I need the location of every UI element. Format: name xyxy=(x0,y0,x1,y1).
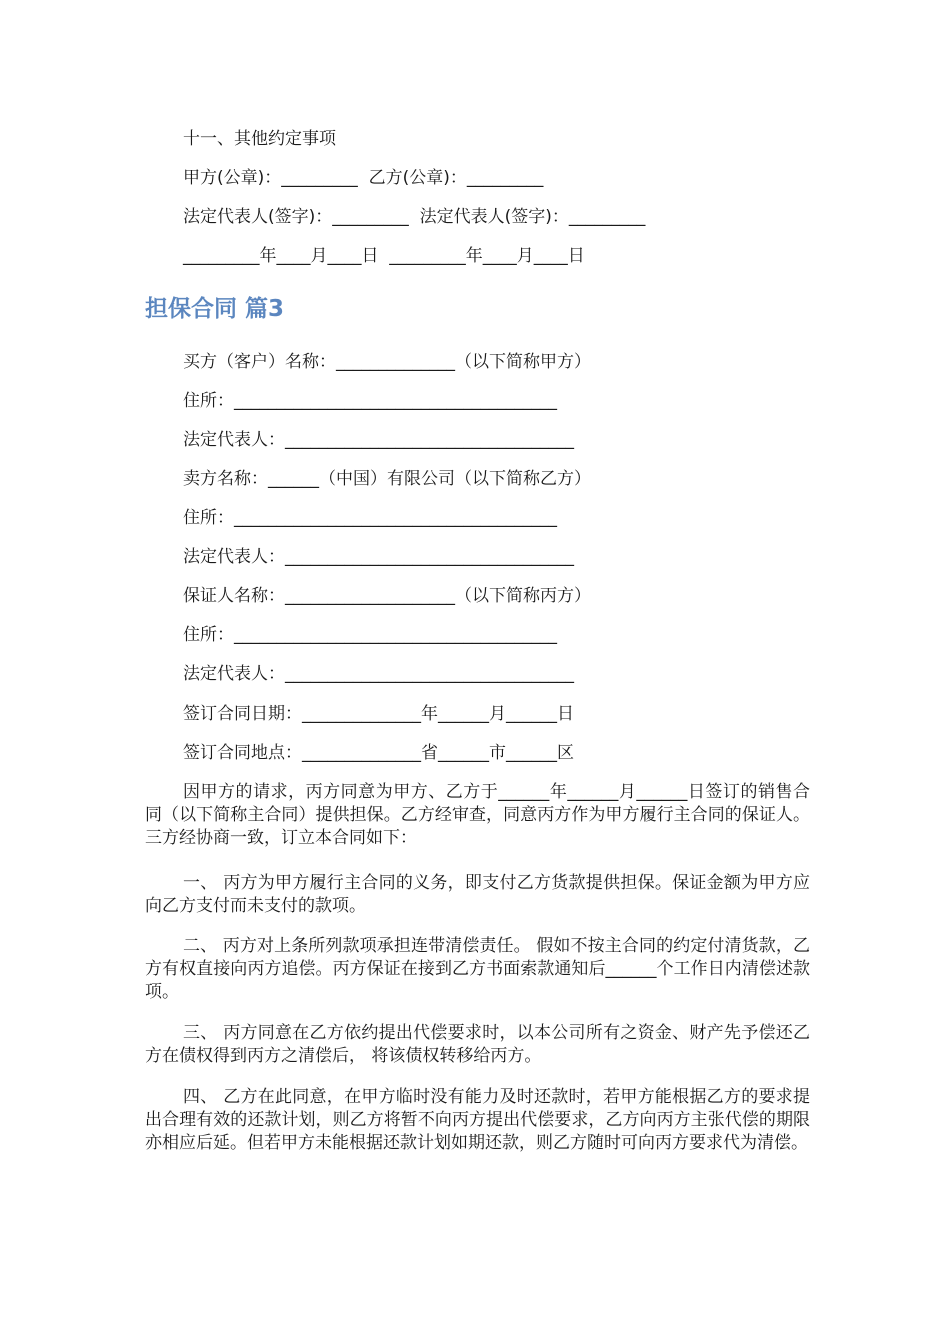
section-heading: 担保合同 篇3 xyxy=(145,296,285,322)
guarantor-address-line: 住所：______________________________________ xyxy=(183,625,557,645)
guarantor-name-line: 保证人名称：____________________（以下简称丙方） xyxy=(183,586,591,606)
representative-signature-line: 法定代表人(签字)：_________ 法定代表人(签字)：_________ xyxy=(183,207,646,227)
sign-place-line: 签订合同地点：______________省______市______区 xyxy=(183,743,574,763)
clause-1-paragraph: 一、 丙方为甲方履行主合同的义务，即支付乙方货款提供担保。保证金额为甲方应向乙方支付而未支付的款项。 xyxy=(145,873,810,916)
buyer-address-line: 住所：______________________________________ xyxy=(183,391,557,411)
seal-signature-line: 甲方(公章)：_________ 乙方(公章)：_________ xyxy=(183,168,544,188)
sign-date-line: 签订合同日期：______________年______月______日 xyxy=(183,704,574,724)
clause-4-paragraph: 四、 乙方在此同意，在甲方临时没有能力及时还款时，若甲方能根据乙方的要求提出合理有效的还款计划，则乙方将暂不向丙方提出代偿要求，乙方向丙方主张代偿的期限亦相应后延。但若甲方未能根据还款计划如期还款，则乙方随时可向丙方要求代为清偿。 xyxy=(145,1087,810,1153)
seller-address-line: 住所：______________________________________ xyxy=(183,508,557,528)
clause-2-paragraph: 二、 丙方对上条所列款项承担连带清偿责任。 假如不按主合同的约定付清货款，乙方有权直接向丙方追偿。丙方保证在接到乙方书面索款通知后______个工作日内清偿述款项。 xyxy=(145,936,810,1002)
buyer-name-line: 买方（客户）名称：______________（以下简称甲方） xyxy=(183,352,591,372)
seller-representative-line: 法定代表人：__________________________________ xyxy=(183,547,574,567)
clause-3-paragraph: 三、 丙方同意在乙方依约提出代偿要求时，以本公司所有之资金、财产先予偿还乙方在债权得到丙方之清偿后， 将该债权转移给丙方。 xyxy=(145,1023,810,1066)
seller-name-line: 卖方名称：______（中国）有限公司（以下简称乙方） xyxy=(183,469,591,489)
intro-paragraph: 因甲方的请求，丙方同意为甲方、乙方于______年______月______日签订的销售合同（以下简称主合同）提供担保。乙方经审查，同意丙方作为甲方履行主合同的保证人。三方经协商一致，订立本合同如下： xyxy=(145,782,810,848)
date-line: _________年____月____日 _________年____月____日 xyxy=(183,246,585,266)
clause-11-title: 十一、其他约定事项 xyxy=(183,129,336,149)
buyer-representative-line: 法定代表人：__________________________________ xyxy=(183,430,574,450)
guarantor-representative-line: 法定代表人：__________________________________ xyxy=(183,664,574,684)
